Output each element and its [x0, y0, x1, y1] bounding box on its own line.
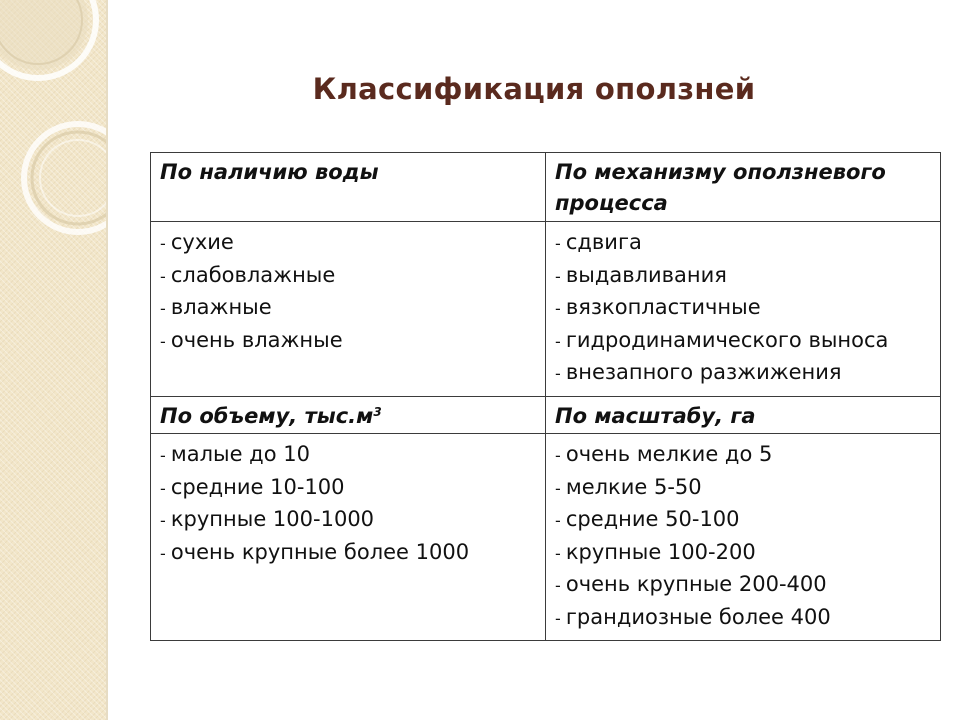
header-volume-sup: 3: [373, 404, 382, 419]
table-row: [151, 153, 941, 222]
list-item: - очень влажные: [160, 327, 343, 352]
list-item: - мелкие 5-50: [555, 474, 702, 499]
list-item: - сухие: [160, 230, 234, 254]
classification-table: [150, 152, 941, 641]
list-item: - внезапного разжижения: [555, 360, 842, 384]
cell-volume-types: [151, 434, 546, 641]
header-water-label: По наличию воды: [160, 160, 379, 184]
table-row: [151, 434, 941, 641]
table-row: [151, 222, 941, 397]
decorative-side-panel: [0, 0, 106, 720]
list-item: - крупные 100-1000: [160, 507, 375, 531]
header-scale: [546, 396, 941, 434]
header-mechanism: [546, 153, 941, 222]
list-item: - очень крупные 200-400: [555, 572, 827, 596]
cell-scale-types: [546, 434, 941, 641]
list-item: - средние 10-100: [160, 474, 345, 499]
list-item: - выдавливания: [555, 262, 727, 287]
cell-water-types: [151, 222, 546, 397]
header-volume: [151, 396, 546, 434]
decorative-rings-icon: [0, 0, 106, 720]
list-item: - сдвига: [555, 230, 642, 254]
table-row: [151, 396, 941, 434]
cell-mechanism-types: [546, 222, 941, 397]
list-item: - гидродинамического выноса: [555, 327, 889, 352]
page-title: Классификация оползней: [312, 72, 756, 106]
header-water: [151, 153, 546, 222]
side-panel-edge: [106, 0, 108, 720]
list-item: - очень крупные более 1000: [160, 539, 470, 564]
list-item: - вязкопластичные: [555, 295, 761, 319]
header-volume-label: По объему, тыс.м: [160, 403, 374, 428]
list-item: - влажные: [160, 295, 272, 319]
list-item: - средние 50-100: [555, 507, 740, 531]
header-mechanism-label: По механизму оползневого процесса: [555, 160, 886, 215]
list-item: - грандиозные более 400: [555, 604, 831, 629]
list-item: - крупные 100-200: [555, 539, 756, 564]
header-scale-label: По масштабу, га: [555, 403, 756, 428]
list-item: - малые до 10: [160, 442, 310, 466]
list-item: - слабовлажные: [160, 262, 336, 287]
list-item: - очень мелкие до 5: [555, 442, 773, 466]
